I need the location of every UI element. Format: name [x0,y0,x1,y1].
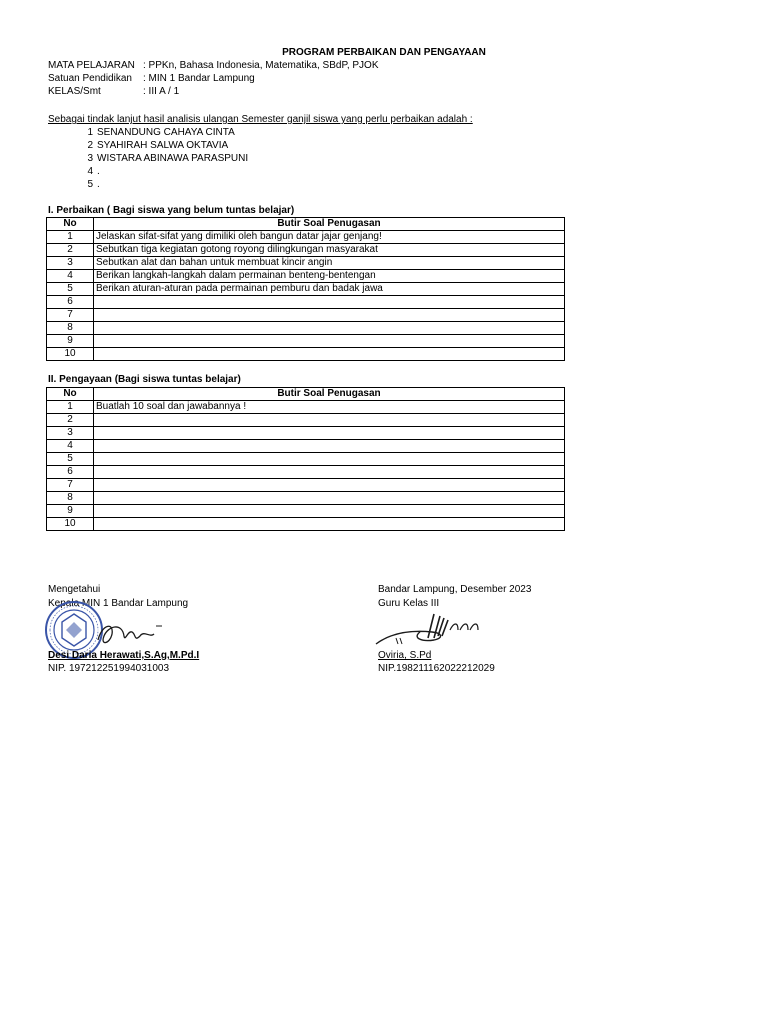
sig-left-nip: NIP. 197212251994031003 [48,663,170,674]
table-row [47,270,565,283]
pengayaan-table [46,387,565,531]
perbaikan-table [46,217,565,361]
meta-label-subject: MATA PELAJARAN [48,60,135,71]
row-text: Berikan aturan-aturan pada permainan pemburu dan badak jawa [94,283,565,296]
row-no: 9 [47,505,94,518]
table-row [47,309,565,322]
row-no: 9 [47,335,94,348]
sig-right-nip: NIP.198211162022212029 [378,663,495,674]
row-text [94,348,565,361]
meta-value-class: : III A / 1 [143,86,180,97]
row-text: Berikan langkah-langkah dalam permainan benteng-bentengan [94,270,565,283]
table-row [47,244,565,257]
row-no: 3 [47,427,94,440]
row-text [94,414,565,427]
row-no: 10 [47,518,94,531]
table-row [47,335,565,348]
signature-right-icon [372,608,502,653]
table-row [47,479,565,492]
student-number: 2 [87,140,93,151]
signature-left-icon [92,612,182,652]
sig-left-name: Desi Daria Herawati,S.Ag,M.Pd.I [48,650,200,661]
student-name: . [97,179,100,190]
student-number: 1 [87,127,93,138]
col-butir-header: Butir Soal Penugasan [94,218,565,231]
row-no: 10 [47,348,94,361]
row-no: 3 [47,257,94,270]
row-no: 1 [47,401,94,414]
row-text [94,427,565,440]
row-text [94,322,565,335]
col-no-header: No [47,218,94,231]
table-row [47,466,565,479]
col-no-header: No [47,388,94,401]
perbaikan-title: I. Perbaikan ( Bagi siswa yang belum tuntas belajar) [48,205,295,216]
table-header-row [47,388,565,401]
table-row [47,414,565,427]
table-row [47,283,565,296]
student-number: 3 [87,153,93,164]
student-name: . [97,166,100,177]
row-no: 6 [47,296,94,309]
row-text: Sebutkan tiga kegiatan gotong royong dilingkungan masyarakat [94,244,565,257]
row-no: 5 [47,283,94,296]
sig-right-name: Oviria, S.Pd [378,650,432,661]
row-text [94,335,565,348]
sig-left-line1: Mengetahui [48,584,101,595]
sig-right-line1: Bandar Lampung, Desember 2023 [378,584,532,595]
row-text [94,466,565,479]
row-no: 5 [47,453,94,466]
intro-text: Sebagai tindak lanjut hasil analisis ulangan Semester ganjil siswa yang perlu perbaikan adalah : [48,114,473,125]
meta-value-subject: : PPKn, Bahasa Indonesia, Matematika, SBdP, PJOK [143,60,379,71]
student-name: SYAHIRAH SALWA OKTAVIA [97,140,229,151]
student-number: 4 [87,166,93,177]
table-header-row [47,218,565,231]
table-row [47,231,565,244]
row-no: 6 [47,466,94,479]
table-row [47,401,565,414]
row-text [94,296,565,309]
sig-left-line2: Kepala MIN 1 Bandar Lampung [48,598,189,609]
table-row [47,492,565,505]
row-no: 1 [47,231,94,244]
meta-value-school: : MIN 1 Bandar Lampung [143,73,255,84]
col-butir-header: Butir Soal Penugasan [94,388,565,401]
row-text [94,518,565,531]
table-row [47,322,565,335]
pengayaan-title: II. Pengayaan (Bagi siswa tuntas belajar) [48,374,241,385]
row-no: 8 [47,492,94,505]
row-text [94,479,565,492]
student-number: 5 [87,179,93,190]
row-text: Buatlah 10 soal dan jawabannya ! [94,401,565,414]
row-no: 2 [47,414,94,427]
table-row [47,440,565,453]
row-no: 4 [47,440,94,453]
row-no: 7 [47,479,94,492]
table-row [47,505,565,518]
row-text [94,453,565,466]
table-row [47,427,565,440]
row-no: 2 [47,244,94,257]
sig-right-line2: Guru Kelas III [378,598,440,609]
row-text: Sebutkan alat dan bahan untuk membuat kincir angin [94,257,565,270]
row-text [94,505,565,518]
table-row [47,257,565,270]
student-name: WISTARA ABINAWA PARASPUNI [97,153,249,164]
meta-label-school: Satuan Pendidikan [48,73,132,84]
row-no: 7 [47,309,94,322]
row-text: Jelaskan sifat-sifat yang dimiliki oleh bangun datar jajar genjang! [94,231,565,244]
table-row [47,296,565,309]
student-name: SENANDUNG CAHAYA CINTA [97,127,235,138]
row-no: 8 [47,322,94,335]
table-row [47,348,565,361]
meta-label-class: KELAS/Smt [48,86,101,97]
row-text [94,440,565,453]
row-no: 4 [47,270,94,283]
row-text [94,492,565,505]
document-title: PROGRAM PERBAIKAN DAN PENGAYAAN [282,47,486,58]
row-text [94,309,565,322]
table-row [47,518,565,531]
table-row [47,453,565,466]
